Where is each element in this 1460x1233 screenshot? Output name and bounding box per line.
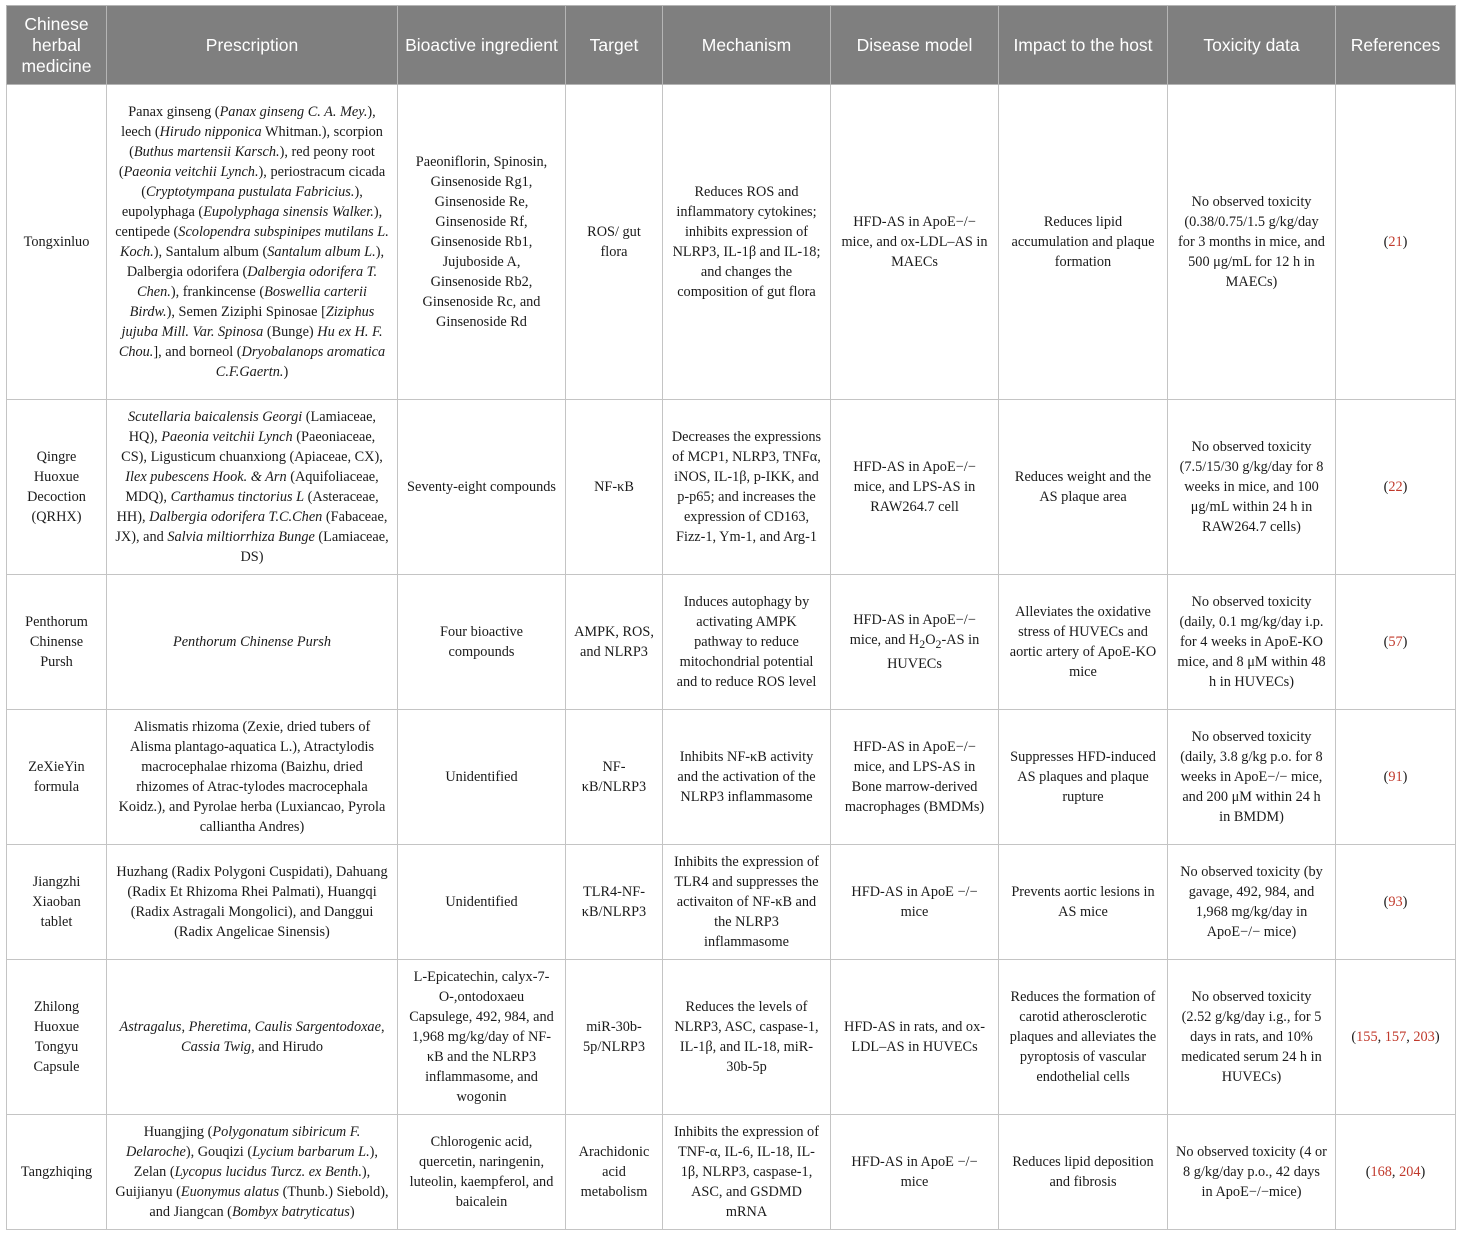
prescription-cell <box>107 1115 398 1230</box>
medicine-cell: Tangzhiqing <box>7 1115 107 1230</box>
target-cell: NF-κB <box>566 400 663 575</box>
toxicity-cell: No observed toxicity (2.52 g/kg/day i.g., for 5 days in rats, and 10% medicated serum 24 h in HUVECs) <box>1168 960 1336 1115</box>
text-run: Buthus martensii Karsch. <box>133 144 280 160</box>
text-run: , <box>247 1019 255 1035</box>
text-run: (Lamiaceae, HQ), <box>128 409 376 445</box>
text-run: Cryptotympana pustulata Fabricius. <box>145 184 355 200</box>
medicine-cell: Qingre Huoxue Decoction (QRHX) <box>7 400 107 575</box>
disease-model-cell <box>831 960 999 1115</box>
text-run: Ziziphus jujuba Mill. Var. Spinosa <box>121 304 375 340</box>
references-cell: (21) <box>1336 85 1456 400</box>
text-run: ), Gouqizi ( <box>185 1144 253 1160</box>
medicine-cell: Jiangzhi Xiaoban tablet <box>7 845 107 960</box>
toxicity-cell: No observed toxicity (by gavage, 492, 984, and 1,968 mg/kg/day in ApoE−/− mice) <box>1168 845 1336 960</box>
reference-link[interactable]: 93 <box>1388 894 1403 910</box>
impact-cell: Reduces lipid deposition and fibrosis <box>999 1115 1168 1230</box>
toxicity-cell: No observed toxicity (daily, 0.1 mg/kg/day i.p. for 4 weeks in ApoE-KO mice, and 8 μM within 48 h in HUVECs) <box>1168 575 1336 710</box>
prescription-cell <box>107 85 398 400</box>
text-run: Huangjing ( <box>143 1124 213 1140</box>
text-run: ), centipede ( <box>115 204 383 240</box>
text-run: HFD-AS in ApoE−/− mice, and ox-LDL–AS in MAECs <box>841 214 988 270</box>
mechanism-cell: Induces autophagy by activating AMPK pathway to reduce mitochondrial potential and to reduce ROS level <box>663 575 831 710</box>
text-run: 2 <box>919 636 926 651</box>
ingredient-cell: Unidentified <box>398 845 566 960</box>
text-run: Paeonia veitchii Lynch <box>161 429 293 445</box>
target-cell: AMPK, ROS, and NLRP3 <box>566 575 663 710</box>
text-run: Bombyx batryticatus <box>231 1204 350 1220</box>
table-row <box>7 1115 1456 1230</box>
text-run: -AS in HUVECs <box>887 632 980 672</box>
text-run: HFD-AS in ApoE−/− mice, and LPS-AS in Bone marrow-derived macrophages (BMDMs) <box>844 739 985 815</box>
reference-link[interactable]: 91 <box>1388 769 1403 785</box>
text-run: (Paeoniaceae, CS), Ligusticum chuanxiong (Apiaceae, CX), <box>121 429 383 465</box>
disease-model-cell <box>831 710 999 845</box>
text-run: O <box>925 632 936 649</box>
mechanism-cell: Inhibits NF-κB activity and the activation of the NLRP3 inflammasome <box>663 710 831 845</box>
impact-cell: Prevents aortic lesions in AS mice <box>999 845 1168 960</box>
toxicity-cell: No observed toxicity (0.38/0.75/1.5 g/kg/day for 3 months in mice, and 500 μg/mL for 12 h in MAECs) <box>1168 85 1336 400</box>
text-run: Hu ex H. F. Chou. <box>118 324 383 360</box>
header-cell: Toxicity data <box>1168 6 1336 85</box>
text-run: (Lamiaceae, DS) <box>240 529 389 565</box>
text-run: ), eupolyphaga ( <box>121 184 363 220</box>
mechanism-cell: Inhibits the expression of TLR4 and suppresses the activaiton of NF-κB and the NLRP3 inflammasome <box>663 845 831 960</box>
reference-link[interactable]: 203 <box>1413 1029 1435 1045</box>
table-row <box>7 960 1456 1115</box>
mechanism-cell: Reduces ROS and inflammatory cytokines; inhibits expression of NLRP3, IL-1β and IL-18; and changes the composition of gut flora <box>663 85 831 400</box>
header-cell: Mechanism <box>663 6 831 85</box>
ingredient-cell: L-Epicatechin, calyx-7-O-,ontodoxaeu Capsulege, 492, 984, and 1,968 mg/kg/day of NF-κB and the NLRP3 inflammasome, and wogonin <box>398 960 566 1115</box>
text-run: Pheretima <box>188 1019 248 1035</box>
text-run: Carthamus tinctorius L <box>170 489 305 505</box>
text-run: ), Santalum album ( <box>153 244 268 260</box>
text-run: 2 <box>935 636 942 651</box>
table-body <box>7 85 1456 1230</box>
text-run: HFD-AS in ApoE−/− mice, and LPS-AS in RAW264.7 cell <box>853 459 976 515</box>
text-run: Polygonatum sibiricum F. Delaroche <box>126 1124 361 1160</box>
references-cell: (22) <box>1336 400 1456 575</box>
text-run: HFD-AS in ApoE−/− mice, and H <box>849 612 976 649</box>
table-row <box>7 845 1456 960</box>
text-run: ) <box>349 1204 355 1220</box>
text-run: , <box>181 1019 189 1035</box>
table-row <box>7 400 1456 575</box>
reference-link[interactable]: 21 <box>1388 234 1403 250</box>
text-run: Penthorum Chinense Pursh <box>172 634 332 650</box>
header-cell: Prescription <box>107 6 398 85</box>
toxicity-cell: No observed toxicity (7.5/15/30 g/kg/day for 8 weeks in mice, and 100 μg/mL within 24 h in RAW264.7 cells) <box>1168 400 1336 575</box>
target-cell: Arachidonic acid metabolism <box>566 1115 663 1230</box>
header-cell: Bioactive ingredient <box>398 6 566 85</box>
text-run: Dryobalanops aromatica C.F.Gaertn. <box>215 344 386 380</box>
mechanism-cell: Inhibits the expression of TNF-α, IL-6, IL-18, IL-1β, NLRP3, caspase-1, ASC, and GSDMD mRNA <box>663 1115 831 1230</box>
prescription-cell <box>107 400 398 575</box>
header-cell: Target <box>566 6 663 85</box>
text-run: , <box>380 1019 385 1035</box>
medicine-cell: ZeXieYin formula <box>7 710 107 845</box>
toxicity-cell: No observed toxicity (4 or 8 g/kg/day p.o., 42 days in ApoE−/−mice) <box>1168 1115 1336 1230</box>
text-run: Scolopendra subspinipes mutilans L. Koch. <box>119 224 389 260</box>
disease-model-cell <box>831 575 999 710</box>
disease-model-cell <box>831 845 999 960</box>
text-run: Huzhang (Radix Polygoni Cuspidati), Dahuang (Radix Et Rhizoma Rhei Palmati), Huangqi (Radix Astragali Mongolici), and Danggui (Radix Angelicae Sinensis) <box>116 864 388 940</box>
impact-cell: Reduces lipid accumulation and plaque formation <box>999 85 1168 400</box>
text-run: (Asteraceae, HH), <box>116 489 379 525</box>
text-run: ], and borneol ( <box>153 344 242 360</box>
text-run: Santalum album L. <box>267 244 376 260</box>
ingredient-cell: Paeoniflorin, Spinosin, Ginsenoside Rg1, Ginsenoside Re, Ginsenoside Rf, Ginsenoside Rb1, Jujuboside A, Ginsenoside Rb2, Ginsenoside Rc, and Ginsenoside Rd <box>398 85 566 400</box>
text-run: ), periostracum cicada ( <box>141 164 386 200</box>
text-run: ), Guijianyu ( <box>115 1164 371 1200</box>
text-run: ), Dalbergia odorifera ( <box>126 244 385 280</box>
ingredient-cell: Seventy-eight compounds <box>398 400 566 575</box>
reference-link[interactable]: 168 <box>1370 1164 1392 1180</box>
prescription-cell <box>107 575 398 710</box>
medicine-cell: Tongxinluo <box>7 85 107 400</box>
text-run: , and Hirudo <box>251 1039 323 1055</box>
mechanism-cell: Decreases the expressions of MCP1, NLRP3, TNFα, iNOS, IL-1β, p-IKK, and p-p65; and increases the expression of CD163, Fizz-1, Ym-1, and Arg-1 <box>663 400 831 575</box>
reference-link[interactable]: 157 <box>1384 1029 1407 1045</box>
table-row <box>7 710 1456 845</box>
text-run: Dalbergia odorifera T.C.Chen <box>149 509 323 525</box>
disease-model-cell <box>831 1115 999 1230</box>
text-run: Scutellaria baicalensis Georgi <box>128 409 303 425</box>
text-run: ), frankincense ( <box>170 284 265 300</box>
impact-cell: Reduces weight and the AS plaque area <box>999 400 1168 575</box>
text-run: (Thunb.) Siebold), and Jiangcan ( <box>149 1184 389 1220</box>
text-run: Dalbergia odorifera T. Chen. <box>137 264 378 300</box>
text-run: ), Semen Ziziphi Spinosae [ <box>166 304 326 320</box>
text-run: (Aquifoliaceae, MDQ), <box>125 469 379 505</box>
target-cell: TLR4-NF-κB/NLRP3 <box>566 845 663 960</box>
text-run: ), leech ( <box>121 104 376 140</box>
target-cell: miR-30b-5p/NLRP3 <box>566 960 663 1115</box>
text-run: Caulis Sargentodoxae <box>254 1019 381 1035</box>
header-cell: References <box>1336 6 1456 85</box>
text-run: Panax ginseng ( <box>128 104 220 120</box>
ingredient-cell: Four bioactive compounds <box>398 575 566 710</box>
disease-model-cell <box>831 85 999 400</box>
ingredient-cell: Unidentified <box>398 710 566 845</box>
text-run: HFD-AS in ApoE −/− mice <box>851 1154 978 1190</box>
text-run: Panax ginseng C. A. Mey. <box>219 104 368 120</box>
prescription-cell <box>107 960 398 1115</box>
text-run: Cassia Twig <box>181 1039 252 1055</box>
text-run: Astragalus <box>119 1019 182 1035</box>
reference-link[interactable]: 155 <box>1356 1029 1378 1045</box>
references-cell: (168, 204) <box>1336 1115 1456 1230</box>
ingredient-cell: Chlorogenic acid, quercetin, naringenin, luteolin, kaempferol, and baicalein <box>398 1115 566 1230</box>
disease-model-cell <box>831 400 999 575</box>
target-cell: ROS/ gut flora <box>566 85 663 400</box>
text-run: Whitman.), scorpion ( <box>129 124 383 160</box>
reference-link[interactable]: 22 <box>1388 479 1403 495</box>
text-run: HFD-AS in rats, and ox-LDL–AS in HUVECs <box>844 1019 985 1055</box>
text-run: (Bunge) <box>263 324 318 340</box>
prescription-cell <box>107 710 398 845</box>
references-cell: (57) <box>1336 575 1456 710</box>
references-cell: (91) <box>1336 710 1456 845</box>
impact-cell: Alleviates the oxidative stress of HUVECs and aortic artery of ApoE-KO mice <box>999 575 1168 710</box>
medicine-cell: Zhilong Huoxue Tongyu Capsule <box>7 960 107 1115</box>
impact-cell: Reduces the formation of carotid atherosclerotic plaques and alleviates the pyroptosis of vascular endothelial cells <box>999 960 1168 1115</box>
header-row <box>7 6 1456 85</box>
text-run: Lycium barbarum L. <box>252 1144 370 1160</box>
text-run: Alismatis rhizoma (Zexie, dried tubers of Alisma plantago-aquatica L.), Atractylodis macrocephalae rhizoma (Baizhu, dried rhizomes of Atrac-tylodes macrocephala Koidz.), and Pyrolae herba (Luxiancao, Pyrola calliantha Andres) <box>118 719 386 835</box>
header-cell: Disease model <box>831 6 999 85</box>
text-run: Boswellia carterii Birdw. <box>129 284 367 320</box>
impact-cell: Suppresses HFD-induced AS plaques and plaque rupture <box>999 710 1168 845</box>
reference-link[interactable]: 204 <box>1399 1164 1421 1180</box>
header-cell: Chinese herbal medicine <box>7 6 107 85</box>
header-cell: Impact to the host <box>999 6 1168 85</box>
text-run: Salvia miltiorrhiza Bunge <box>167 529 315 545</box>
target-cell: NF-κB/NLRP3 <box>566 710 663 845</box>
herbal-medicine-table <box>6 5 1456 1230</box>
toxicity-cell: No observed toxicity (daily, 3.8 g/kg p.o. for 8 weeks in ApoE−/− mice, and 200 μM within 24 h in BMDM) <box>1168 710 1336 845</box>
text-run: Eupolyphaga sinensis Walker. <box>203 204 374 220</box>
text-run: ), Zelan ( <box>133 1144 378 1180</box>
references-cell: (93) <box>1336 845 1456 960</box>
prescription-cell <box>107 845 398 960</box>
table-row <box>7 85 1456 400</box>
table-row <box>7 575 1456 710</box>
text-run: HFD-AS in ApoE −/− mice <box>851 884 978 920</box>
text-run: (Fabaceae, JX), and <box>115 509 388 545</box>
references-cell: (155, 157, 203) <box>1336 960 1456 1115</box>
medicine-cell: Penthorum Chinense Pursh <box>7 575 107 710</box>
text-run: Paeonia veitchii Lynch. <box>123 164 259 180</box>
text-run: Lycopus lucidus Turcz. ex Benth. <box>174 1164 362 1180</box>
mechanism-cell: Reduces the levels of NLRP3, ASC, caspase-1, IL-1β, and IL-18, miR-30b-5p <box>663 960 831 1115</box>
text-run: Hirudo nipponica <box>159 124 262 140</box>
text-run: ), red peony root ( <box>118 144 375 180</box>
text-run: Euonymus alatus <box>180 1184 280 1200</box>
text-run: Ilex pubescens Hook. & Arn <box>125 469 287 485</box>
reference-link[interactable]: 57 <box>1388 634 1403 650</box>
text-run: ) <box>283 364 289 380</box>
